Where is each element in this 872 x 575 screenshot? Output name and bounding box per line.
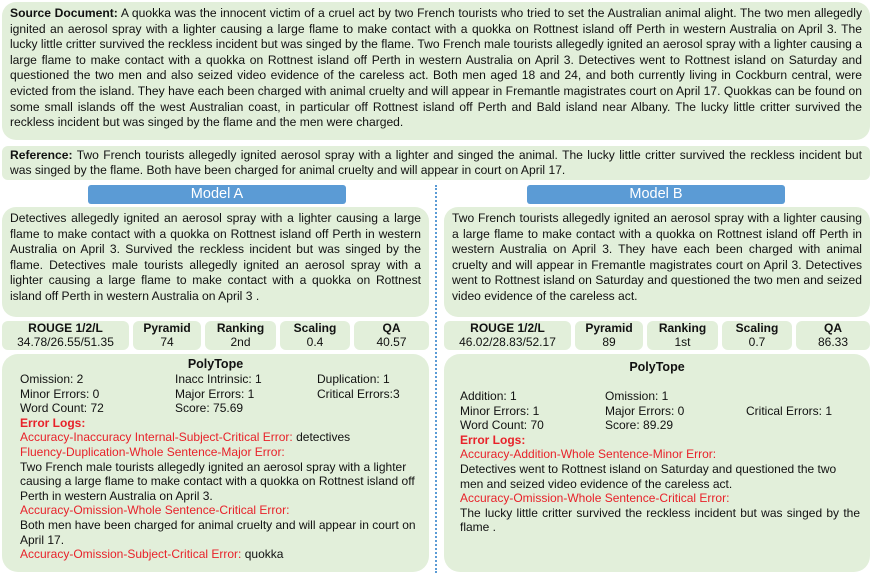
metric-value: 0.7 <box>748 334 766 349</box>
error-log-entry <box>12 430 419 445</box>
source-document-text: A quokka was the innocent victim of a cruel act by two French tourists who tried to set the Australian animal alight. The two men allegedly ignited an aerosol spray with a lighter causing a large flame to make contact with a quokka on Rottnest island off Perth in western Australia on April 3. The lucky little critter survived the reckless incident but was singed by the flame. Two French male tourists allegedly ignited an aerosol spray with a lighter causing a large flame to make contact with a quokka on Rottnest island off Perth in western Australia on April 3. Detectives went to Rottnest island on Saturday and questioned the two men and also seized video evidence of the careless act. Both men aged 18 and 24, and both currently living in Cockburn central, were evicted from the island. They have each been charged with animal cruelty and will appear in Fremantle magistrates court on April 17. Quokkas can be found on some small islands off the west Australian coast, in particular off Rottnest island off Perth and Bald island near Albany. The lucky little critter survived the reckless incident but was singed by the flame and the men were charged. <box>10 6 862 130</box>
reference-text: Two French tourists allegedly ignited aerosol spray with a lighter and singed the animal. The lucky little critter survived the reckless incident but was singed by the flame. Both have been charged for animal cruelty and will appear in court on April 17. <box>10 148 862 178</box>
omission-count: Omission: 1 <box>605 389 669 403</box>
metric-name: QA <box>382 321 401 335</box>
metric-value: 86.33 <box>817 334 849 349</box>
error-log-entry <box>12 547 419 562</box>
metric-name: ROUGE 1/2/L <box>470 321 545 335</box>
error-log-text: quokka <box>244 547 284 562</box>
score: Score: 75.69 <box>175 401 244 416</box>
score: Score: 89.29 <box>605 418 674 433</box>
model-a-polytope <box>2 354 429 572</box>
inacc-intrinsic-count: Inacc Intrinsic: 1 <box>175 372 262 386</box>
major-errors: Major Errors: 0 <box>605 403 685 418</box>
metric-name: Pyramid <box>585 321 633 335</box>
error-logs-label: Error Logs: <box>460 432 526 447</box>
polytope-row <box>454 389 860 404</box>
polytope-row <box>12 372 419 387</box>
metric-name: Scaling <box>735 321 779 335</box>
major-errors: Major Errors: 1 <box>175 386 255 401</box>
error-log-type: Accuracy-Inaccuracy Internal-Subject-Critical Error: <box>20 430 293 445</box>
source-document-label: Source Document: <box>10 6 118 20</box>
metric-scaling <box>280 321 350 350</box>
polytope-row <box>12 401 419 416</box>
reference-box <box>2 146 870 180</box>
metric-value: 40.57 <box>376 334 407 349</box>
error-log-type: Accuracy-Addition-Whole Sentence-Minor Error: <box>460 447 717 462</box>
column-divider <box>435 185 437 573</box>
metric-name: Scaling <box>293 321 337 335</box>
source-document-box <box>2 2 870 140</box>
model-a-metrics <box>2 321 429 350</box>
metric-value: 89 <box>602 334 616 349</box>
metric-value: 0.4 <box>306 334 324 349</box>
metric-ranking <box>205 321 276 350</box>
metric-name: Ranking <box>658 321 707 335</box>
error-log-text: detectives <box>296 430 351 445</box>
metric-pyramid <box>575 321 643 350</box>
metric-value: 2nd <box>230 334 251 349</box>
error-log-entry <box>12 445 419 503</box>
word-count: Word Count: 70 <box>460 418 544 433</box>
metric-ranking <box>647 321 718 350</box>
error-log-entry <box>454 491 860 535</box>
model-b-polytope <box>444 354 870 572</box>
polytope-row <box>454 404 860 419</box>
metric-name: Ranking <box>216 321 265 335</box>
critical-errors: Critical Errors: 1 <box>746 403 833 418</box>
metric-value: 46.02/28.83/52.17 <box>459 334 556 349</box>
metric-qa <box>796 321 870 350</box>
polytope-row <box>12 387 419 402</box>
metric-name: QA <box>824 321 842 335</box>
metric-name: ROUGE 1/2/L <box>28 321 103 335</box>
error-log-text: Detectives went to Rottnest island on Saturday and questioned the two men and seized video evidence of the careless act. <box>460 461 837 491</box>
metric-rouge <box>444 321 571 350</box>
error-log-entry <box>12 503 419 547</box>
metric-scaling <box>722 321 792 350</box>
error-log-text: The lucky little critter survived the reckless incident but was singed by the flame . <box>460 505 860 535</box>
metric-qa <box>354 321 429 350</box>
error-log-type: Fluency-Duplication-Whole Sentence-Major Error: <box>20 444 285 459</box>
polytope-title: PolyTope <box>629 360 685 374</box>
word-count: Word Count: 72 <box>20 401 104 416</box>
model-a-header: Model A <box>88 185 346 204</box>
error-log-text: Both men have been charged for animal cruelty and will appear in court on April 17. <box>20 517 416 547</box>
metric-pyramid <box>133 321 201 350</box>
model-b-summary: Two French tourists allegedly ignited an aerosol spray with a lighter causing a large flame to make contact with a quokka on Rottnest island off Perth in western Australia on April 3. They have each been charged with animal cruelty and will appear in Fremantle magistrates court on April 3. Detectives went to Rottnest island on Saturday and questioned the two men and seized video evidence of the careless act. <box>444 207 870 317</box>
addition-count: Addition: 1 <box>460 389 517 403</box>
error-log-type: Accuracy-Omission-Whole Sentence-Critical Error: <box>460 491 730 506</box>
error-logs-label: Error Logs: <box>20 415 86 430</box>
minor-errors: Minor Errors: 0 <box>20 386 100 401</box>
model-a-summary: Detectives allegedly ignited an aerosol spray with a lighter causing a large flame to make contact with a quokka on Rottnest island off Perth in western Australia on April 3. Survived the reckless incident but was singed by the flame. Detectives male tourists allegedly ignited an aerosol spray with a lighter causing a large flame to make contact with a quokka on Rottnest island off Perth in western Australia on April 3 . <box>2 207 429 317</box>
error-log-type: Accuracy-Omission-Whole Sentence-Critical Error: <box>20 503 290 518</box>
metric-value: 74 <box>160 334 174 349</box>
critical-errors: Critical Errors:3 <box>317 386 400 401</box>
error-log-type: Accuracy-Omission-Subject-Critical Error: <box>20 547 242 562</box>
metric-name: Pyramid <box>143 321 191 335</box>
reference-label: Reference: <box>10 148 73 162</box>
metric-value: 1st <box>674 334 691 349</box>
model-b-metrics <box>444 321 870 350</box>
polytope-title: PolyTope <box>187 357 244 371</box>
error-log-text: Two French male tourists allegedly ignited an aerosol spray with a lighter causing a large flame to make contact with a quokka on Rottnest island off Perth in western Australia on April 3. <box>20 459 415 503</box>
omission-count: Omission: 2 <box>20 372 84 386</box>
metric-value: 34.78/26.55/51.35 <box>17 334 114 349</box>
metric-rouge <box>2 321 129 350</box>
polytope-row <box>454 418 860 433</box>
error-log-entry <box>454 447 860 491</box>
model-b-header: Model B <box>527 185 785 204</box>
duplication-count: Duplication: 1 <box>317 372 390 386</box>
minor-errors: Minor Errors: 1 <box>460 403 540 418</box>
